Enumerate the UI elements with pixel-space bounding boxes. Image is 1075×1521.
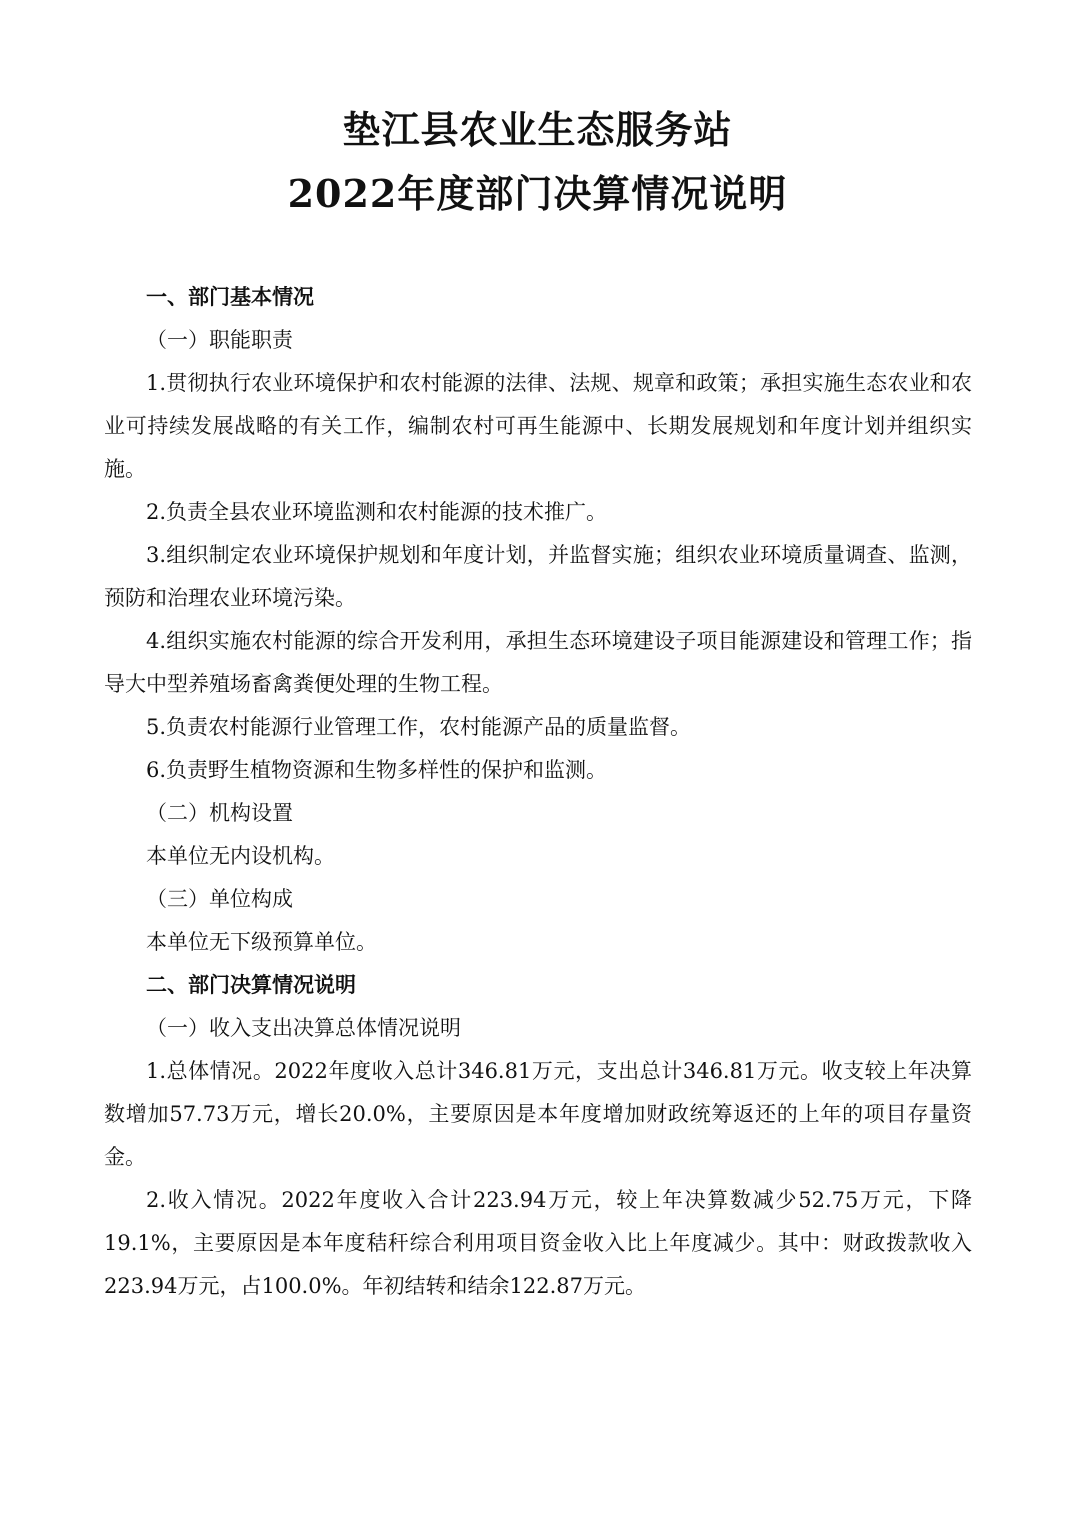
paragraph-overall: 1.总体情况。2022年度收入总计346.81万元，支出总计346.81万元。收支较上年决算数增加57.73万元，增长20.0%，主要原因是本年度增加财政统筹返还的上年的项目存量资金。 bbox=[104, 1059, 972, 1169]
paragraph-function-3: 3.组织制定农业环境保护规划和年度计划，并监督实施；组织农业环境质量调查、监测，预防和治理农业环境污染。 bbox=[104, 543, 972, 610]
paragraph-organization: 本单位无内设机构。 bbox=[146, 844, 335, 868]
document-title-line2: 2022年度部门决算情况说明 bbox=[287, 171, 788, 216]
subheading-income-expenditure: （一）收入支出决算总体情况说明 bbox=[146, 1016, 461, 1040]
document-title-line1: 垫江县农业生态服务站 bbox=[342, 107, 733, 152]
paragraph-function-6: 6.负责野生植物资源和生物多样性的保护和监测。 bbox=[146, 758, 608, 782]
document-body bbox=[104, 276, 972, 1308]
paragraph-function-2: 2.负责全县农业环境监测和农村能源的技术推广。 bbox=[146, 500, 608, 524]
subheading-unit-composition: （三）单位构成 bbox=[146, 887, 293, 911]
section-heading-final-accounts: 二、部门决算情况说明 bbox=[146, 973, 356, 997]
paragraph-unit-composition: 本单位无下级预算单位。 bbox=[146, 930, 377, 954]
paragraph-function-1: 1.贯彻执行农业环境保护和农村能源的法律、法规、规章和政策；承担实施生态农业和农业可持续发展战略的有关工作，编制农村可再生能源中、长期发展规划和年度计划并组织实施。 bbox=[104, 371, 972, 481]
section-heading-basic-info: 一、部门基本情况 bbox=[146, 285, 314, 309]
paragraph-income: 2.收入情况。2022年度收入合计223.94万元，较上年决算数减少52.75万元，下降19.1%，主要原因是本年度秸秆综合利用项目资金收入比上年度减少。其中：财政拨款收入223.94万元，占100.0%。年初结转和结余122.87万元。 bbox=[104, 1188, 972, 1298]
paragraph-function-5: 5.负责农村能源行业管理工作，农村能源产品的质量监督。 bbox=[146, 715, 692, 739]
subheading-functions: （一）职能职责 bbox=[146, 328, 293, 352]
paragraph-function-4: 4.组织实施农村能源的综合开发利用，承担生态环境建设子项目能源建设和管理工作；指导大中型养殖场畜禽粪便处理的生物工程。 bbox=[104, 629, 972, 696]
subheading-organization: （二）机构设置 bbox=[146, 801, 293, 825]
